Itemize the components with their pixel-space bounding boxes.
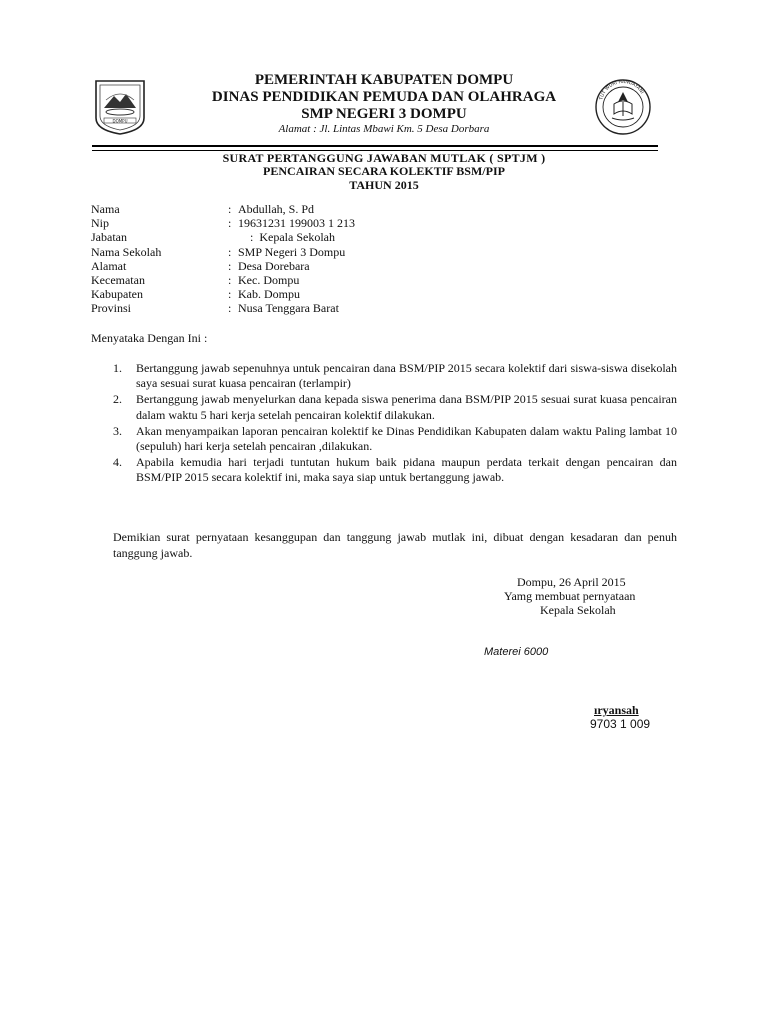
field-value: Kec. Dompu <box>238 272 300 287</box>
field-value: Nusa Tenggara Barat <box>238 301 339 316</box>
field-label: Jabatan <box>91 230 127 245</box>
field-label: Provinsi <box>91 301 132 316</box>
document-title: SURAT PERTANGGUNG JAWABAN MUTLAK ( SPTJM ) <box>222 151 546 165</box>
emblem-motto: TUT WURI HANDAYANI <box>599 79 645 101</box>
signature-role: Kepala Sekolah <box>540 603 616 617</box>
school-address: Alamat : Jl. Lintas Mbawi Km. 5 Desa Dorbara <box>278 123 490 135</box>
field-row: Provinsi : Nusa Tenggara Barat <box>91 301 339 316</box>
field-value: 19631231 199003 1 213 <box>238 216 355 231</box>
field-label: Nama Sekolah <box>91 244 162 259</box>
signature-maker: Yamg membuat pernyataan <box>504 589 636 603</box>
field-row: Kecematan : Kec. Dompu <box>91 272 300 287</box>
field-label: Kecematan <box>91 272 145 287</box>
emblem-text: DOMPU <box>112 118 128 124</box>
declaration-intro: Menyataka Dengan Ini : <box>91 331 208 345</box>
statement-text: Bertanggung jawab sepenuhnya untuk pencairan dana BSM/PIP 2015 secara kolektif dari siswa-siswa disekolah saya sesuai surat kuasa pencairan (terlampir) <box>136 361 677 391</box>
materai-stamp-label: Materei 6000 <box>484 646 549 658</box>
field-label: Nama <box>91 202 120 216</box>
list-item: 2. Bertanggung jawab menyelurkan dana kepada siswa penerima dana BSM/PIP 2015 sesuai surat kuasa pencairan dalam waktu 5 hari kerja setelah pencairan kolektif dilakukan. <box>113 392 677 422</box>
statement-text: Bertanggung jawab menyelurkan dana kepada siswa penerima dana BSM/PIP 2015 sesuai surat kuasa pencairan dalam waktu 5 hari kerja setelah pencairan kolektif dilakukan. <box>136 392 677 422</box>
field-label: Alamat <box>91 258 127 273</box>
document-year: TAHUN 2015 <box>349 178 419 192</box>
list-item: 1. Bertanggung jawab sepenuhnya untuk pencairan dana BSM/PIP 2015 secara kolektif dari siswa-siswa disekolah saya sesuai surat kuasa pencairan (terlampir) <box>113 361 677 391</box>
list-item: 4. Apabila kemudia hari terjadi tuntutan hukum baik pidana maupun perdata terkait dengan pencairan dan BSM/PIP 2015 secara kolektif ini, maka saya siap untuk bertanggung jawab. <box>113 455 677 485</box>
field-row: Nip : 19631231 199003 1 213 <box>91 216 355 231</box>
field-row: Nama : Abdullah, S. Pd <box>91 202 315 216</box>
statement-text: Apabila kemudia hari terjadi tuntutan hukum baik pidana maupun perdata terkait dengan pencairan dan BSM/PIP 2015 secara kolektif ini, maka saya siap untuk bertanggung jawab. <box>136 455 677 485</box>
signature-place-date: Dompu, 26 April 2015 <box>517 575 626 589</box>
field-value: Desa Dorebara <box>238 258 310 273</box>
department-heading: DINAS PENDIDIKAN PEMUDA DAN OLAHRAGA <box>211 89 557 105</box>
statement-text: Akan menyampaikan laporan pencairan kolektif ke Dinas Pendidikan Kabupaten dalam waktu Paling lambat 10 (sepuluh) hari kerja setelah pencairan ,dilakukan. <box>136 423 677 454</box>
field-row <box>91 230 491 244</box>
signatory-nip: 9703 1 009 <box>590 717 651 731</box>
document-subtitle: PENCAIRAN SECARA KOLEKTIF BSM/PIP <box>263 164 505 178</box>
field-row: Alamat : Desa Dorebara <box>91 258 310 273</box>
statement-list <box>113 361 677 487</box>
list-item: 3. Akan menyampaikan laporan pencairan kolektif ke Dinas Pendidikan Kabupaten dalam waktu Paling lambat 10 (sepuluh) hari kerja setelah pencairan ,dilakukan. <box>113 423 677 454</box>
field-value: Abdullah, S. Pd <box>238 202 315 216</box>
header-divider-thick <box>92 145 658 147</box>
field-value: SMP Negeri 3 Dompu <box>238 244 346 259</box>
field-row: Kabupaten : Kab. Dompu <box>91 287 300 302</box>
field-value: Kab. Dompu <box>238 287 300 302</box>
government-heading: PEMERINTAH KABUPATEN DOMPU <box>254 72 514 88</box>
identity-fields <box>91 202 491 316</box>
field-row: Nama Sekolah : SMP Negeri 3 Dompu <box>91 244 346 259</box>
field-label: Kabupaten <box>91 287 143 302</box>
closing-paragraph: Demikian surat pernyataan kesanggupan dan tanggung jawab mutlak ini, dibuat dengan kesadaran dan penuh tanggung jawab. <box>113 530 677 560</box>
field-label: Nip <box>91 216 109 231</box>
school-heading: SMP NEGERI 3 DOMPU <box>301 106 467 122</box>
signatory-name: ıryansah <box>594 703 639 717</box>
field-value: : Kepala Sekolah <box>238 230 335 245</box>
